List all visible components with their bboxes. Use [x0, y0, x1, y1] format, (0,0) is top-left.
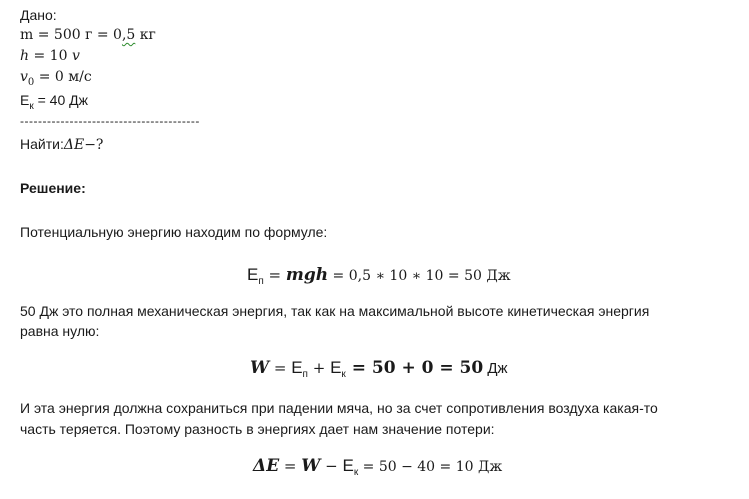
- formula1-lhs: E: [247, 265, 259, 284]
- formula1-eq: =: [263, 266, 286, 284]
- formula2-Ek-sub: к: [341, 369, 346, 380]
- formula2-rest: = 50 + 0 = 50: [345, 358, 484, 378]
- formula3-W: W: [301, 456, 321, 476]
- paragraph-3-line-2: часть теряется. Поэтому разность в энергиях дает нам значение потери:: [20, 421, 495, 437]
- kinetic-eq: = 40 Дж: [33, 92, 88, 108]
- mass-eq: = 500 г = 0: [33, 27, 122, 43]
- formula2-eq: =: [269, 359, 292, 377]
- formula3-eq: =: [279, 457, 302, 475]
- given-kinetic: [20, 91, 88, 112]
- velocity-eq: = 0 м/с: [34, 69, 92, 85]
- solution-heading: Решение:: [20, 180, 86, 196]
- formula1-rest: = 0,5 ∗ 10 ∗ 10 = 50 Дж: [328, 268, 511, 284]
- formula-total-energy: [250, 357, 508, 382]
- height-unit: v: [71, 48, 80, 64]
- formula-energy-loss: [253, 455, 502, 480]
- formula3-rest: = 50 − 40 = 10 Дж: [358, 459, 503, 475]
- formula3-dE: ΔE: [253, 456, 280, 476]
- paragraph-2-line-2: равна нулю:: [20, 323, 100, 339]
- given-heading: Дано:: [20, 7, 57, 23]
- paragraph-1: Потенциальную энергию находим по формуле:: [20, 224, 328, 240]
- mass-unit: кг: [135, 27, 156, 43]
- find-target: ΔE: [63, 137, 85, 153]
- kinetic-subscript: к: [29, 101, 34, 112]
- find-suffix: −?: [84, 137, 104, 153]
- kinetic-symbol: E: [20, 92, 30, 108]
- find-label: Найти:: [20, 136, 64, 152]
- formula3-Ek: E: [342, 456, 354, 475]
- formula2-Ep: E: [291, 358, 303, 377]
- height-symbol: h: [20, 48, 30, 64]
- formula3-Ek-sub: к: [353, 467, 359, 478]
- formula-potential-energy: [247, 264, 511, 289]
- formula1-mgh: mgh: [285, 265, 329, 285]
- formula2-unit: Дж: [483, 360, 508, 377]
- separator: ----------------------------------------: [20, 114, 200, 128]
- formula1-lhs-sub: п: [258, 276, 264, 287]
- height-eq: = 10: [29, 48, 72, 64]
- mass-underlined-part: ,5: [121, 27, 136, 43]
- formula3-minus: −: [320, 457, 343, 475]
- velocity-symbol: v: [20, 69, 28, 85]
- formula2-Ek: E: [330, 358, 342, 377]
- formula2-W: W: [250, 358, 270, 378]
- given-height: [20, 47, 80, 65]
- given-velocity: [20, 68, 92, 88]
- velocity-subscript: 0: [27, 77, 35, 88]
- given-mass: [20, 26, 156, 44]
- paragraph-2-line-1: 50 Дж это полная механическая энергия, так как на максимальной высоте кинетическая энергия: [20, 303, 650, 319]
- paragraph-3-line-1: И эта энергия должна сохраниться при падении мяча, но за счет сопротивления воздуха какая-то: [20, 400, 658, 416]
- find-line: [20, 135, 103, 154]
- formula2-Ep-sub: п: [302, 369, 308, 380]
- formula2-plus: +: [307, 359, 331, 377]
- mass-symbol: m: [20, 27, 34, 43]
